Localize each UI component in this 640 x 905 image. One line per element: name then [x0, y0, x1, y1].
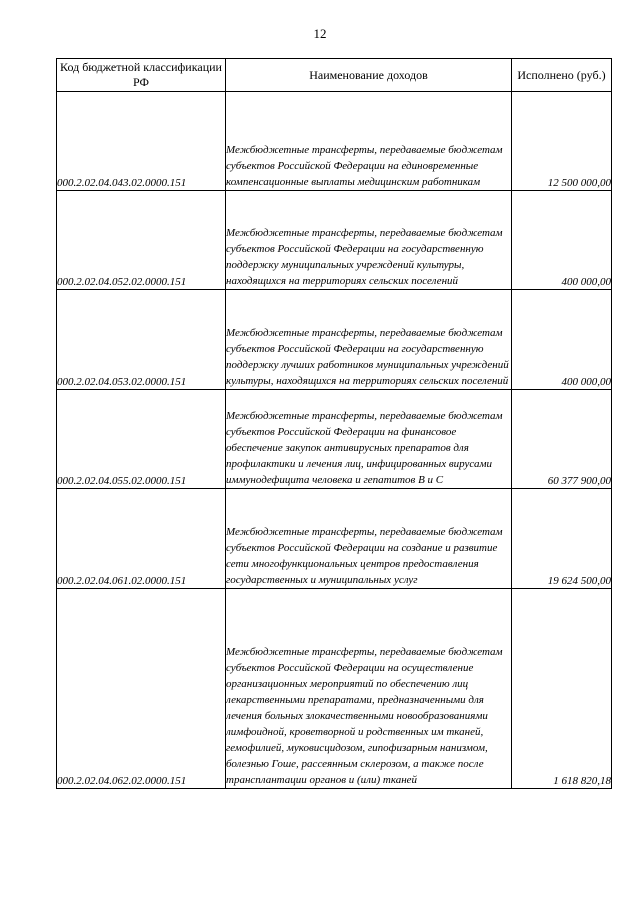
table-row — [57, 191, 612, 290]
row-code: 000.2.02.04.043.02.0000.151 — [57, 92, 226, 191]
row-name: Межбюджетные трансферты, передаваемые бюджетам субъектов Российской Федерации на создание и развитие сети многофункциональных центров предоставления государственных и муниципальных услуг — [226, 489, 512, 589]
page-number: 12 — [313, 26, 327, 41]
row-name: Межбюджетные трансферты, передаваемые бюджетам субъектов Российской Федерации на государственную поддержку муниципальных учреждений культуры, находящихся на территориях сельских поселений — [226, 191, 512, 290]
budget-revenue-table — [56, 58, 612, 789]
row-name: Межбюджетные трансферты, передаваемые бюджетам субъектов Российской Федерации на осуществление организационных мероприятий по обеспечению лиц лекарственными препаратами, предназначенными для лечения больных злокачественными новообразованиями лимфоидной, кроветворной и родственных им тканей, гемофилией, муковисцидозом, гипофизарным нанизмом, болезнью Гоше, рассеянным склерозом, а также после трансплантации органов и (или) тканей — [226, 589, 512, 789]
row-code: 000.2.02.04.055.02.0000.151 — [57, 390, 226, 489]
row-name: Межбюджетные трансферты, передаваемые бюджетам субъектов Российской Федерации на единовременные компенсационные выплаты медицинским работникам — [226, 92, 512, 191]
row-code: 000.2.02.04.052.02.0000.151 — [57, 191, 226, 290]
table-row — [57, 92, 612, 191]
row-name: Межбюджетные трансферты, передаваемые бюджетам субъектов Российской Федерации на государственную поддержку лучших работников муниципальных учреждений культуры, находящихся на территориях сельских поселений — [226, 290, 512, 390]
header-name: Наименование доходов — [226, 59, 512, 92]
header-amount: Исполнено (руб.) — [512, 59, 612, 92]
row-amount: 1 618 820,18 — [512, 589, 612, 789]
row-amount: 400 000,00 — [512, 191, 612, 290]
table-row — [57, 290, 612, 390]
row-code: 000.2.02.04.062.02.0000.151 — [57, 589, 226, 789]
row-code: 000.2.02.04.061.02.0000.151 — [57, 489, 226, 589]
row-amount: 12 500 000,00 — [512, 92, 612, 191]
table-header-row — [57, 59, 612, 92]
row-amount: 60 377 900,00 — [512, 390, 612, 489]
header-code: Код бюджетной классификации РФ — [57, 59, 226, 92]
table-row — [57, 390, 612, 489]
row-code: 000.2.02.04.053.02.0000.151 — [57, 290, 226, 390]
table-row — [57, 489, 612, 589]
row-name: Межбюджетные трансферты, передаваемые бюджетам субъектов Российской Федерации на финансовое обеспечение закупок антивирусных препаратов для профилактики и лечения лиц, инфицированных вирусами иммунодефицита человека и гепатитов В и С — [226, 390, 512, 489]
row-amount: 19 624 500,00 — [512, 489, 612, 589]
row-amount: 400 000,00 — [512, 290, 612, 390]
table-row — [57, 589, 612, 789]
